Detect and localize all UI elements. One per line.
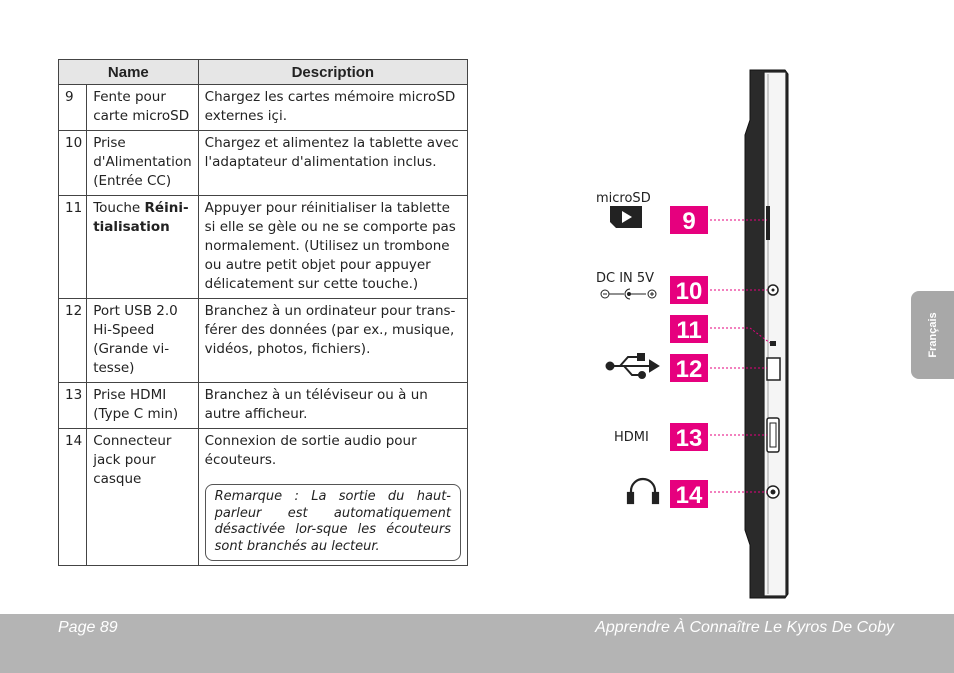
dc-polarity-icon: [601, 289, 656, 299]
row-name: Connecteur jack pour casque: [87, 429, 198, 566]
header-description: Description: [198, 60, 467, 85]
row-number: 13: [59, 383, 87, 429]
badge-13: [670, 423, 708, 452]
row-name-prefix: Touche: [93, 200, 145, 216]
dc-label: DC IN 5V: [596, 271, 655, 286]
badge-11: [670, 315, 708, 344]
usb-icon: [607, 354, 659, 378]
row-description: Chargez et alimentez la tablette avec l'adaptateur d'alimentation inclus.: [198, 131, 467, 196]
table-header-row: [59, 60, 468, 85]
row-description: [198, 429, 467, 566]
row-description: Appuyer pour réinitialiser la tablette si elle se gèle ou ne se comporte pas normalement. (Utilisez un trombone ou autre petit objet pour appuyer délicatement sur cette touche.): [198, 196, 467, 299]
headphone-icon: [628, 479, 658, 503]
row-name: Prise d'Alimentation (Entrée CC): [87, 131, 198, 196]
row-description: Branchez à un ordinateur pour trans-férer des données (par ex., musique, vidéos, photos, fichiers).: [198, 299, 467, 383]
row-description: Chargez les cartes mémoire microSD externes içi.: [198, 85, 467, 131]
reset-hole: [770, 341, 776, 346]
svg-text:13: 13: [675, 425, 703, 452]
svg-text:11: 11: [676, 317, 702, 344]
badge-9: [670, 206, 708, 235]
language-tab-label: Français: [926, 312, 939, 358]
row-number: 9: [59, 85, 87, 131]
row-number: 14: [59, 429, 87, 566]
row-name: [87, 196, 198, 299]
tablet-edge-strip: [764, 72, 786, 596]
microsd-icon: [610, 206, 642, 228]
badge-14: [670, 480, 708, 509]
table-row: [59, 196, 468, 299]
table-row: [59, 85, 468, 131]
row-name: Fente pour carte microSD: [87, 85, 198, 131]
language-tab: [911, 291, 954, 379]
table-row: [59, 383, 468, 429]
row-name-bold: Réini-tialisation: [93, 200, 189, 235]
row-number: 11: [59, 196, 87, 299]
row-name: Prise HDMI (Type C min): [87, 383, 198, 429]
svg-text:9: 9: [682, 208, 696, 235]
badge-10: [670, 276, 708, 305]
table-row: [59, 299, 468, 383]
table-row: [59, 131, 468, 196]
footer-title: Apprendre À Connaître Le Kyros De Coby: [595, 619, 894, 636]
hdmi-label: HDMI: [614, 430, 649, 445]
device-side-diagram: [580, 60, 800, 605]
row-description: Branchez à un téléviseur ou à un autre afficheur.: [198, 383, 467, 429]
usb-port: [767, 358, 780, 380]
row-description-text: Connexion de sortie audio pour écouteurs.: [204, 433, 417, 468]
table-row: [59, 429, 468, 566]
microsd-label: microSD: [596, 191, 651, 206]
note-box: Remarque : La sortie du haut-parleur est automatiquement désactivée lor-sque les écouteurs sont branchés au lecteur.: [205, 484, 461, 561]
row-number: 10: [59, 131, 87, 196]
row-number: 12: [59, 299, 87, 383]
page-number: Page 89: [58, 619, 118, 636]
footer-bar: [0, 614, 954, 673]
header-name: Name: [59, 60, 199, 85]
svg-text:14: 14: [675, 482, 703, 509]
svg-text:10: 10: [675, 278, 703, 305]
microsd-slot: [766, 206, 770, 240]
badge-12: [670, 354, 708, 383]
svg-text:12: 12: [675, 356, 703, 383]
row-name: Port USB 2.0 Hi-Speed (Grande vi-tesse): [87, 299, 198, 383]
spec-table: [58, 59, 468, 566]
